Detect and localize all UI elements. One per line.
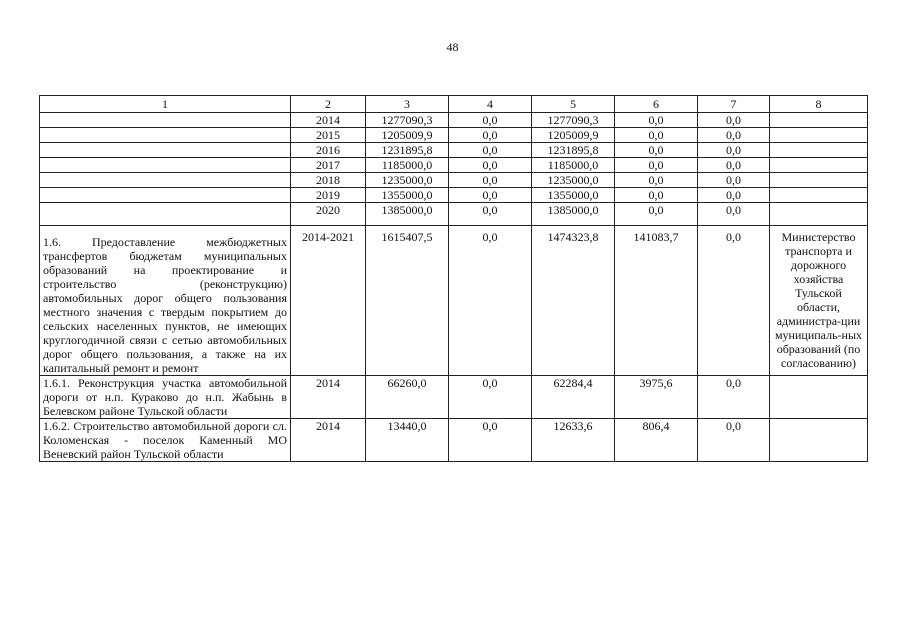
total-cell: 66260,0	[366, 376, 449, 419]
item-row-1-6	[40, 226, 868, 376]
header-cell: 7	[698, 96, 770, 113]
year-row	[40, 158, 868, 173]
federal-cell: 0,0	[449, 188, 532, 203]
empty-cell	[40, 128, 291, 143]
extrabudget-cell: 0,0	[698, 128, 770, 143]
regional-cell: 62284,4	[532, 376, 615, 419]
year-cell: 2014	[291, 419, 366, 462]
funding-table	[39, 95, 868, 462]
regional-cell: 1385000,0	[532, 203, 615, 226]
extrabudget-cell: 0,0	[698, 203, 770, 226]
empty-cell	[770, 158, 868, 173]
extrabudget-cell: 0,0	[698, 143, 770, 158]
year-cell: 2017	[291, 158, 366, 173]
year-cell: 2014	[291, 113, 366, 128]
municipal-cell: 0,0	[615, 143, 698, 158]
header-row	[40, 96, 868, 113]
federal-cell: 0,0	[449, 143, 532, 158]
total-cell: 1385000,0	[366, 203, 449, 226]
federal-cell: 0,0	[449, 128, 532, 143]
empty-cell	[770, 173, 868, 188]
empty-cell	[40, 158, 291, 173]
federal-cell: 0,0	[449, 173, 532, 188]
extrabudget-cell: 0,0	[698, 158, 770, 173]
federal-cell: 0,0	[449, 376, 532, 419]
total-cell: 1615407,5	[366, 226, 449, 376]
federal-cell: 0,0	[449, 113, 532, 128]
table-body	[40, 96, 868, 462]
header-cell: 4	[449, 96, 532, 113]
year-cell: 2019	[291, 188, 366, 203]
empty-cell	[770, 113, 868, 128]
year-cell: 2016	[291, 143, 366, 158]
total-cell: 1235000,0	[366, 173, 449, 188]
regional-cell: 12633,6	[532, 419, 615, 462]
federal-cell: 0,0	[449, 419, 532, 462]
municipal-cell: 141083,7	[615, 226, 698, 376]
extrabudget-cell: 0,0	[698, 188, 770, 203]
header-cell: 8	[770, 96, 868, 113]
year-cell: 2015	[291, 128, 366, 143]
federal-cell: 0,0	[449, 226, 532, 376]
total-cell: 1205009,9	[366, 128, 449, 143]
item-row-1-6-1	[40, 376, 868, 419]
year-row	[40, 203, 868, 226]
municipal-cell: 0,0	[615, 128, 698, 143]
regional-cell: 1235000,0	[532, 173, 615, 188]
period-cell: 2014-2021	[291, 226, 366, 376]
regional-cell: 1231895,8	[532, 143, 615, 158]
empty-cell	[770, 128, 868, 143]
header-cell: 1	[40, 96, 291, 113]
empty-cell	[40, 173, 291, 188]
empty-cell	[770, 188, 868, 203]
regional-cell: 1185000,0	[532, 158, 615, 173]
item-row-1-6-2	[40, 419, 868, 462]
regional-cell: 1474323,8	[532, 226, 615, 376]
header-cell: 6	[615, 96, 698, 113]
year-cell: 2018	[291, 173, 366, 188]
page-number: 48	[446, 40, 459, 54]
regional-cell: 1355000,0	[532, 188, 615, 203]
municipal-cell: 806,4	[615, 419, 698, 462]
municipal-cell: 0,0	[615, 113, 698, 128]
empty-cell	[40, 143, 291, 158]
total-cell: 1355000,0	[366, 188, 449, 203]
total-cell: 13440,0	[366, 419, 449, 462]
municipal-cell: 0,0	[615, 203, 698, 226]
header-cell: 3	[366, 96, 449, 113]
regional-cell: 1205009,9	[532, 128, 615, 143]
year-row	[40, 143, 868, 158]
year-row	[40, 173, 868, 188]
year-row	[40, 188, 868, 203]
extrabudget-cell: 0,0	[698, 376, 770, 419]
extrabudget-cell: 0,0	[698, 173, 770, 188]
total-cell: 1277090,3	[366, 113, 449, 128]
empty-cell	[770, 203, 868, 226]
item-description: 1.6.1. Реконструкция участка автомобильной дороги от н.п. Кураково до н.п. Жабынь в Белевском районе Тульской области	[40, 376, 291, 419]
total-cell: 1231895,8	[366, 143, 449, 158]
municipal-cell: 0,0	[615, 173, 698, 188]
empty-cell	[770, 143, 868, 158]
federal-cell: 0,0	[449, 158, 532, 173]
total-cell: 1185000,0	[366, 158, 449, 173]
municipal-cell: 0,0	[615, 188, 698, 203]
header-cell: 5	[532, 96, 615, 113]
year-cell: 2020	[291, 203, 366, 226]
extrabudget-cell: 0,0	[698, 226, 770, 376]
federal-cell: 0,0	[449, 203, 532, 226]
executor-cell: Министерство транспорта и дорожного хозяйства Тульской области, администра-ции муниципаль-ных образований (по согласованию)	[770, 226, 868, 376]
empty-cell	[40, 113, 291, 128]
municipal-cell: 0,0	[615, 158, 698, 173]
municipal-cell: 3975,6	[615, 376, 698, 419]
item-description: 1.6. Предоставление межбюджетных трансфертов бюджетам муниципальных образований на проектирование и строительство (реконструкцию) автомобильных дорог общего пользования местного значения с твердым покрытием до сельских населенных пунктов, не имеющих круглогодичной связи с сетью автомобильных дорог общего пользования, а также на их капитальный ремонт и ремонт	[40, 226, 291, 376]
year-row	[40, 113, 868, 128]
empty-cell	[40, 188, 291, 203]
executor-cell	[770, 419, 868, 462]
year-row	[40, 128, 868, 143]
extrabudget-cell: 0,0	[698, 113, 770, 128]
year-cell: 2014	[291, 376, 366, 419]
header-cell: 2	[291, 96, 366, 113]
executor-cell	[770, 376, 868, 419]
regional-cell: 1277090,3	[532, 113, 615, 128]
extrabudget-cell: 0,0	[698, 419, 770, 462]
empty-cell	[40, 203, 291, 226]
item-description: 1.6.2. Строительство автомобильной дороги сл. Коломенская - поселок Каменный МО Веневский район Тульской области	[40, 419, 291, 462]
